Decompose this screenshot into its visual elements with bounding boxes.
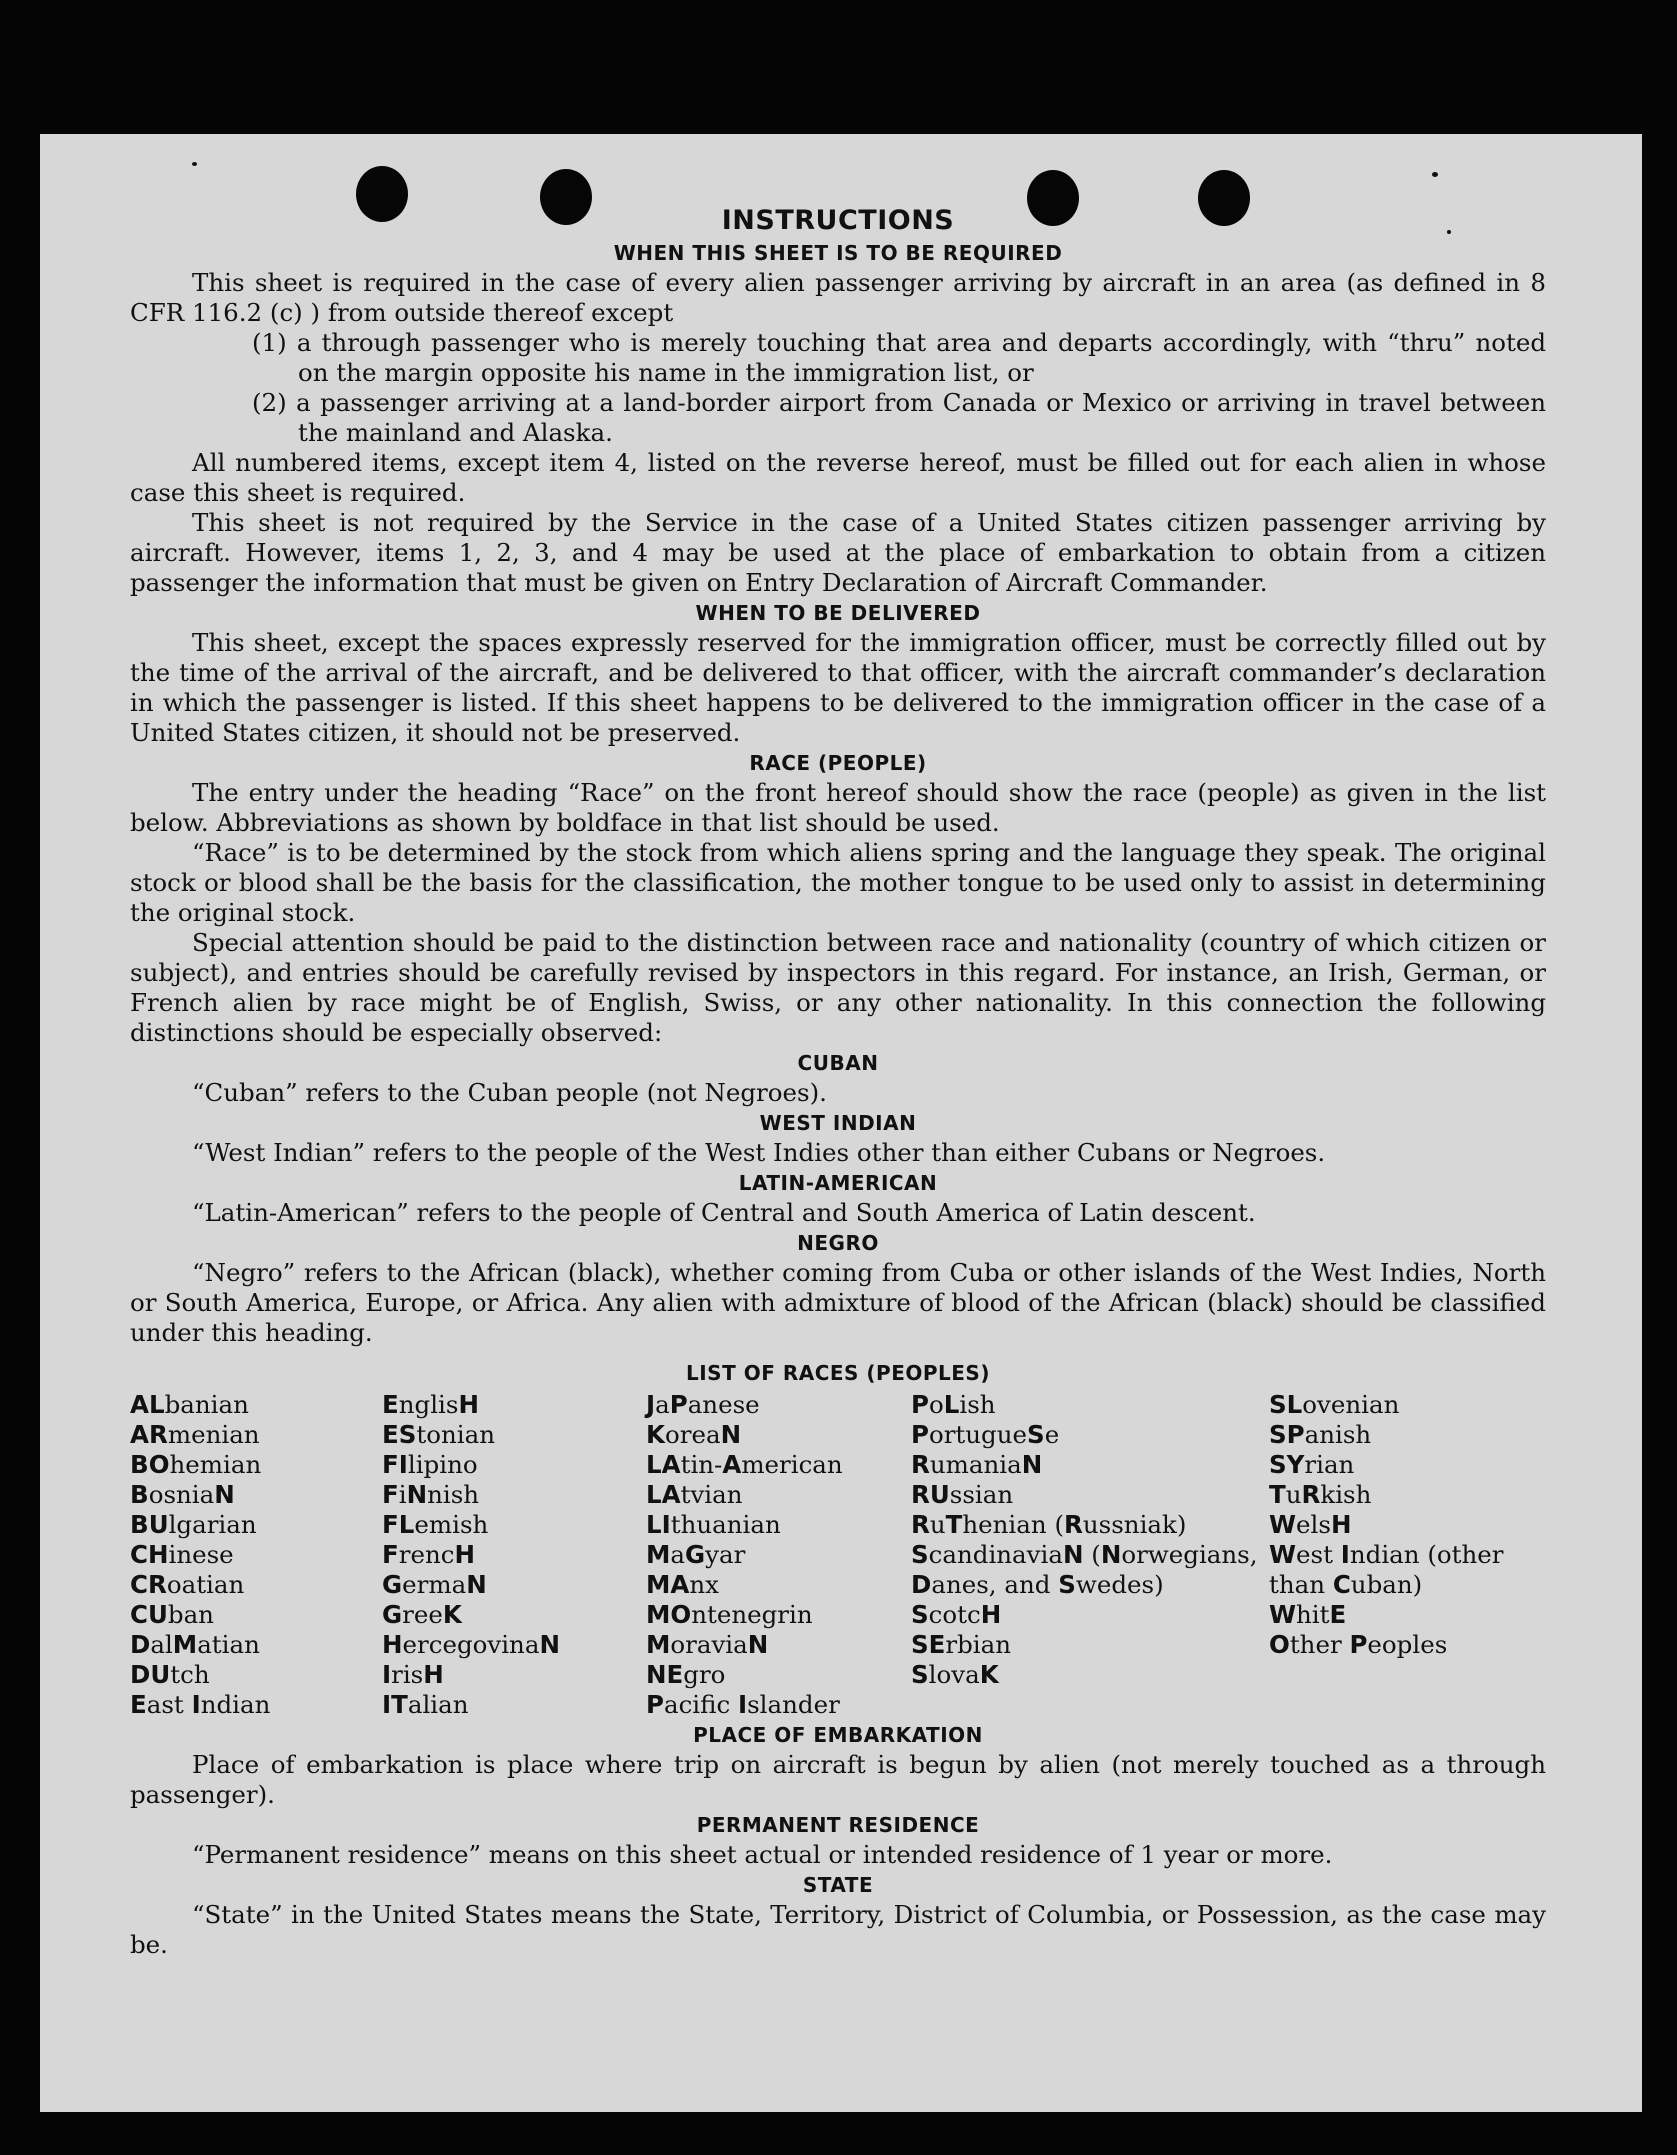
heading-state: STATE xyxy=(802,1873,874,1897)
race-entry: WelsH xyxy=(1269,1510,1352,1539)
race-entry: GermaN xyxy=(382,1570,487,1599)
heading-negro: NEGRO xyxy=(797,1231,879,1255)
heading-residence: PERMANENT RESIDENCE xyxy=(696,1813,980,1837)
race-entry: MoraviaN xyxy=(646,1630,769,1659)
paragraph: Special attention should be paid to the distinction between race and nationality (country of which citizen or subject), and entries should be carefully revised by inspectors in this regard. For instance, an Irish, German, or French alien by race might be of English, Swiss, or any other nationality. In this connection the following distinctions should be especially observed: xyxy=(130,928,1546,1047)
paragraph: This sheet is required in the case of every alien passenger arriving by aircraft in an area (as defined in 8 CFR 116.2 (c) ) from outside thereof except xyxy=(130,268,1546,327)
race-entry: Other Peoples xyxy=(1269,1630,1448,1659)
races-column xyxy=(130,1390,382,1720)
heading-required: WHEN THIS SHEET IS TO BE REQUIRED xyxy=(613,241,1063,265)
race-entry: FIlipino xyxy=(382,1450,478,1479)
heading-race: RACE (PEOPLE) xyxy=(749,751,927,775)
page-title: INSTRUCTIONS xyxy=(721,205,955,236)
paragraph: “Race” is to be determined by the stock from which aliens spring and the language they speak. The original stock or blood shall be the basis for the classification, the mother tongue to be used only to assist in determining the original stock. xyxy=(130,838,1546,927)
race-entry: CHinese xyxy=(130,1540,234,1569)
race-entry: SErbian xyxy=(911,1630,1012,1659)
paragraph: “State” in the United States means the State, Territory, District of Columbia, or Possession, as the case may be. xyxy=(130,1900,1546,1959)
paragraph: “Cuban” refers to the Cuban people (not Negroes). xyxy=(192,1078,827,1107)
race-entry: MAnx xyxy=(646,1570,719,1599)
race-entry: FiNnish xyxy=(382,1480,480,1509)
race-entry: SlovaK xyxy=(911,1660,999,1689)
race-entry: DalMatian xyxy=(130,1630,260,1659)
race-entry: MOntenegrin xyxy=(646,1600,813,1629)
race-entry: SYrian xyxy=(1269,1450,1355,1479)
numbered-item-2: (2) a passenger arriving at a land-border airport from Canada or Mexico or arriving in travel between the mainland and Alaska. xyxy=(252,388,1546,447)
paragraph: The entry under the heading “Race” on the front hereof should show the race (people) as given in the list below. Abbreviations as shown by boldface in that list should be used. xyxy=(130,778,1546,837)
race-entry: East Indian xyxy=(130,1690,271,1719)
race-entry: Pacific Islander xyxy=(646,1690,840,1719)
race-entry: RuThenian (Russniak) xyxy=(911,1510,1187,1539)
race-entry: FrencH xyxy=(382,1540,475,1569)
race-entry: ScotcH xyxy=(911,1600,1002,1629)
paragraph: “Permanent residence” means on this sheet actual or intended residence of 1 year or more. xyxy=(192,1840,1333,1869)
race-entry: CUban xyxy=(130,1600,214,1629)
race-entry: West Indian (other than Cuban) xyxy=(1269,1540,1504,1599)
race-entry: BOhemian xyxy=(130,1450,262,1479)
race-entry: HercegovinaN xyxy=(382,1630,560,1659)
document-page xyxy=(40,134,1642,2112)
paragraph: “West Indian” refers to the people of the West Indies other than either Cubans or Negroes. xyxy=(192,1138,1326,1167)
paragraph: Place of embarkation is place where trip on aircraft is begun by alien (not merely touched as a through passenger). xyxy=(130,1750,1546,1809)
heading-delivered: WHEN TO BE DELIVERED xyxy=(695,601,981,625)
races-column xyxy=(382,1390,646,1720)
race-entry: ALbanian xyxy=(130,1390,249,1419)
race-entry: ARmenian xyxy=(130,1420,260,1449)
race-entry: RumaniaN xyxy=(911,1450,1043,1479)
race-entry: MaGyar xyxy=(646,1540,746,1569)
speck xyxy=(192,162,197,166)
races-column xyxy=(646,1390,911,1720)
race-entry: IrisH xyxy=(382,1660,444,1689)
race-entry: CRoatian xyxy=(130,1570,245,1599)
race-entry: LAtin-American xyxy=(646,1450,843,1479)
race-entry: LIthuanian xyxy=(646,1510,781,1539)
heading-latin-american: LATIN-AMERICAN xyxy=(738,1171,938,1195)
race-entry: RUssian xyxy=(911,1480,1014,1509)
paragraph: “Negro” refers to the African (black), whether coming from Cuba or other islands of the West Indies, North or South America, Europe, or Africa. Any alien with admixture of blood of the African (black) should be classified under this heading. xyxy=(130,1258,1546,1347)
races-column xyxy=(1269,1390,1546,1720)
paragraph: All numbered items, except item 4, listed on the reverse hereof, must be filled out for each alien in whose case this sheet is required. xyxy=(130,448,1546,507)
race-entry: TuRkish xyxy=(1269,1480,1372,1509)
heading-embarkation: PLACE OF EMBARKATION xyxy=(693,1723,983,1747)
race-entry: ScandinaviaN (Norwegians, Danes, and Swedes) xyxy=(911,1540,1258,1599)
race-entry: WhitE xyxy=(1269,1600,1347,1629)
instructions-text xyxy=(130,204,1546,1960)
race-entry: JaPanese xyxy=(646,1390,760,1419)
race-entry: PortugueSe xyxy=(911,1420,1060,1449)
race-entry: NEgro xyxy=(646,1660,726,1689)
race-entry: KoreaN xyxy=(646,1420,742,1449)
race-entry: EStonian xyxy=(382,1420,496,1449)
heading-cuban: CUBAN xyxy=(797,1051,879,1075)
race-entry: BUlgarian xyxy=(130,1510,257,1539)
races-column xyxy=(911,1390,1269,1720)
race-entry: DUtch xyxy=(130,1660,210,1689)
race-entry: FLemish xyxy=(382,1510,489,1539)
heading-list-of-races: LIST OF RACES (PEOPLES) xyxy=(686,1361,990,1385)
numbered-item-1: (1) a through passenger who is merely touching that area and departs accordingly, with “thru” noted on the margin opposite his name in the immigration list, or xyxy=(252,328,1546,387)
speck xyxy=(1432,172,1438,177)
paragraph: This sheet, except the spaces expressly reserved for the immigration officer, must be correctly filled out by the time of the arrival of the aircraft, and be delivered to that officer, with the aircraft commander’s declaration in which the passenger is listed. If this sheet happens to be delivered to the immigration officer in the case of a United States citizen, it should not be preserved. xyxy=(130,628,1546,747)
heading-west-indian: WEST INDIAN xyxy=(759,1111,917,1135)
race-entry: SPanish xyxy=(1269,1420,1372,1449)
races-list xyxy=(130,1390,1546,1720)
race-entry: ITalian xyxy=(382,1690,469,1719)
race-entry: BosniaN xyxy=(130,1480,235,1509)
paragraph: “Latin-American” refers to the people of Central and South America of Latin descent. xyxy=(192,1198,1256,1227)
race-entry: SLovenian xyxy=(1269,1390,1400,1419)
race-entry: GreeK xyxy=(382,1600,462,1629)
race-entry: PoLish xyxy=(911,1390,996,1419)
race-entry: EnglisH xyxy=(382,1390,479,1419)
paragraph: This sheet is not required by the Service in the case of a United States citizen passenger arriving by aircraft. However, items 1, 2, 3, and 4 may be used at the place of embarkation to obtain from a citizen passenger the information that must be given on Entry Declaration of Aircraft Commander. xyxy=(130,508,1546,597)
race-entry: LAtvian xyxy=(646,1480,743,1509)
